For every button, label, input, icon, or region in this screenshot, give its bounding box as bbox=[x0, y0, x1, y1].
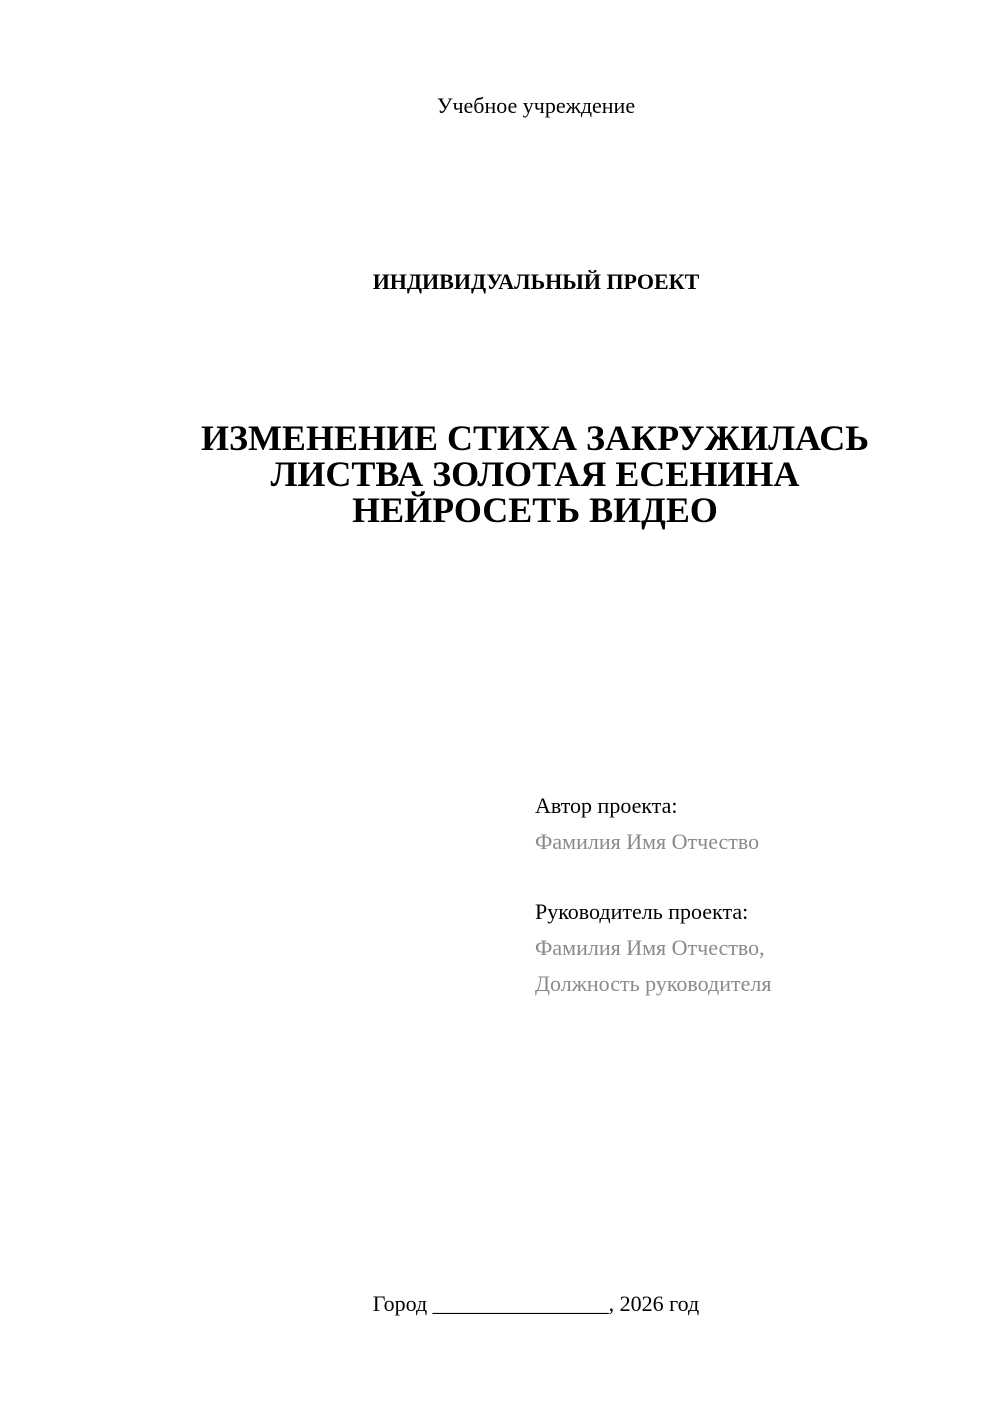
author-name: Фамилия Имя Отчество bbox=[535, 829, 760, 854]
project-title-line-1: ИЗМЕНЕНИЕ СТИХА ЗАКРУЖИЛАСЬ bbox=[200, 418, 870, 458]
author-label: Автор проекта: bbox=[535, 793, 678, 818]
supervisor-position: Должность руководителя bbox=[535, 971, 772, 996]
city-year-line: Город ________________, 2026 год bbox=[372, 1291, 700, 1316]
supervisor-label: Руководитель проекта: bbox=[535, 899, 749, 924]
institution-name: Учебное учреждение bbox=[436, 93, 636, 118]
supervisor-name: Фамилия Имя Отчество, bbox=[535, 935, 765, 960]
project-title-line-2: ЛИСТВА ЗОЛОТАЯ ЕСЕНИНА bbox=[270, 454, 800, 494]
document-type: ИНДИВИДУАЛЬНЫЙ ПРОЕКТ bbox=[372, 269, 700, 294]
project-title-line-3: НЕЙРОСЕТЬ ВИДЕО bbox=[352, 490, 718, 530]
project-credits bbox=[535, 788, 975, 1002]
project-title bbox=[150, 420, 920, 528]
credits-spacer bbox=[535, 860, 975, 894]
